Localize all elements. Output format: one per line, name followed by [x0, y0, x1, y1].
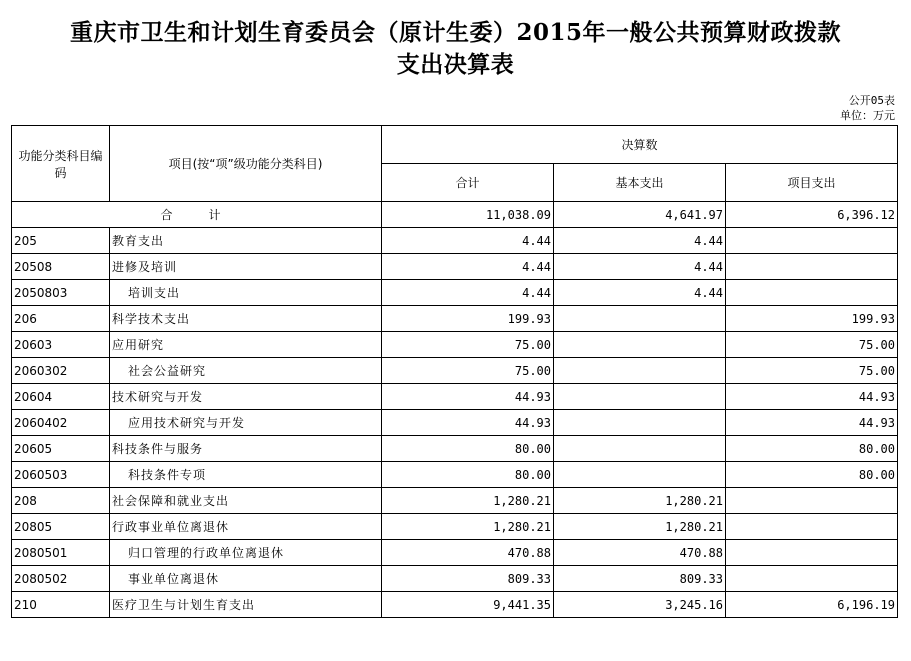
row-code: 20605 — [12, 436, 110, 462]
total-sum: 11,038.09 — [382, 202, 554, 228]
row-project — [726, 514, 898, 540]
row-project — [726, 228, 898, 254]
row-name: 应用技术研究与开发 — [110, 410, 382, 436]
row-name: 培训支出 — [110, 280, 382, 306]
row-project — [726, 540, 898, 566]
table-row — [12, 592, 898, 618]
row-basic — [554, 306, 726, 332]
row-project — [726, 566, 898, 592]
row-name: 科技条件专项 — [110, 462, 382, 488]
header-row-1 — [12, 126, 898, 164]
row-total: 44.93 — [382, 410, 554, 436]
row-code: 210 — [12, 592, 110, 618]
row-total: 4.44 — [382, 228, 554, 254]
table-row — [12, 488, 898, 514]
row-basic: 470.88 — [554, 540, 726, 566]
row-basic: 1,280.21 — [554, 514, 726, 540]
row-code: 208 — [12, 488, 110, 514]
row-code: 206 — [12, 306, 110, 332]
total-project: 6,396.12 — [726, 202, 898, 228]
table-row — [12, 384, 898, 410]
row-name: 教育支出 — [110, 228, 382, 254]
row-code: 205 — [12, 228, 110, 254]
row-basic — [554, 410, 726, 436]
form-number: 公开05表 — [848, 94, 895, 107]
row-basic — [554, 358, 726, 384]
row-code: 20805 — [12, 514, 110, 540]
row-code: 2060402 — [12, 410, 110, 436]
row-total: 80.00 — [382, 436, 554, 462]
header-code: 功能分类科目编码 — [12, 126, 110, 202]
header-group: 决算数 — [382, 126, 898, 164]
table-row — [12, 280, 898, 306]
row-basic — [554, 332, 726, 358]
header-total: 合计 — [382, 164, 554, 202]
row-code: 20604 — [12, 384, 110, 410]
row-total: 470.88 — [382, 540, 554, 566]
row-code: 2050803 — [12, 280, 110, 306]
row-name: 进修及培训 — [110, 254, 382, 280]
row-basic: 4.44 — [554, 280, 726, 306]
row-total: 80.00 — [382, 462, 554, 488]
row-total: 1,280.21 — [382, 514, 554, 540]
table-row — [12, 410, 898, 436]
row-name: 事业单位离退休 — [110, 566, 382, 592]
table-row — [12, 358, 898, 384]
row-basic: 4.44 — [554, 254, 726, 280]
row-name: 社会保障和就业支出 — [110, 488, 382, 514]
table-row — [12, 462, 898, 488]
row-basic: 809.33 — [554, 566, 726, 592]
row-total: 199.93 — [382, 306, 554, 332]
table-row — [12, 254, 898, 280]
row-total: 809.33 — [382, 566, 554, 592]
row-total: 9,441.35 — [382, 592, 554, 618]
table-row — [12, 566, 898, 592]
row-code: 2060503 — [12, 462, 110, 488]
row-code: 2060302 — [12, 358, 110, 384]
row-total: 75.00 — [382, 358, 554, 384]
budget-table — [11, 125, 898, 618]
header-item: 项目(按“项”级功能分类科目) — [110, 126, 382, 202]
row-name: 归口管理的行政单位离退休 — [110, 540, 382, 566]
row-project: 75.00 — [726, 332, 898, 358]
header-basic: 基本支出 — [554, 164, 726, 202]
row-name: 医疗卫生与计划生育支出 — [110, 592, 382, 618]
row-code: 20508 — [12, 254, 110, 280]
row-basic — [554, 436, 726, 462]
row-project: 199.93 — [726, 306, 898, 332]
total-label: 合 计 — [12, 202, 382, 228]
row-name: 科技条件与服务 — [110, 436, 382, 462]
row-project: 80.00 — [726, 436, 898, 462]
row-name: 社会公益研究 — [110, 358, 382, 384]
row-total: 75.00 — [382, 332, 554, 358]
table-row — [12, 306, 898, 332]
row-name: 应用研究 — [110, 332, 382, 358]
total-basic: 4,641.97 — [554, 202, 726, 228]
row-basic: 4.44 — [554, 228, 726, 254]
table-row — [12, 514, 898, 540]
row-code: 20603 — [12, 332, 110, 358]
row-project: 75.00 — [726, 358, 898, 384]
report-title-line1: 重庆市卫生和计划生育委员会（原计生委）2015年一般公共预算财政拨款 — [69, 19, 841, 46]
report-title-line2: 支出决算表 — [396, 51, 515, 78]
table-row — [12, 228, 898, 254]
row-project — [726, 488, 898, 514]
row-project — [726, 254, 898, 280]
row-total: 4.44 — [382, 280, 554, 306]
row-project — [726, 280, 898, 306]
row-basic — [554, 384, 726, 410]
unit-label: 单位：万元 — [840, 109, 895, 122]
row-total: 44.93 — [382, 384, 554, 410]
row-project: 80.00 — [726, 462, 898, 488]
header-project: 项目支出 — [726, 164, 898, 202]
row-project: 6,196.19 — [726, 592, 898, 618]
table-row — [12, 436, 898, 462]
row-total: 1,280.21 — [382, 488, 554, 514]
total-row — [12, 202, 898, 228]
row-project: 44.93 — [726, 384, 898, 410]
row-name: 行政事业单位离退休 — [110, 514, 382, 540]
row-code: 2080501 — [12, 540, 110, 566]
row-name: 科学技术支出 — [110, 306, 382, 332]
row-basic — [554, 462, 726, 488]
table-row — [12, 332, 898, 358]
row-total: 4.44 — [382, 254, 554, 280]
table-row — [12, 540, 898, 566]
row-project: 44.93 — [726, 410, 898, 436]
row-basic: 3,245.16 — [554, 592, 726, 618]
row-name: 技术研究与开发 — [110, 384, 382, 410]
row-code: 2080502 — [12, 566, 110, 592]
row-basic: 1,280.21 — [554, 488, 726, 514]
